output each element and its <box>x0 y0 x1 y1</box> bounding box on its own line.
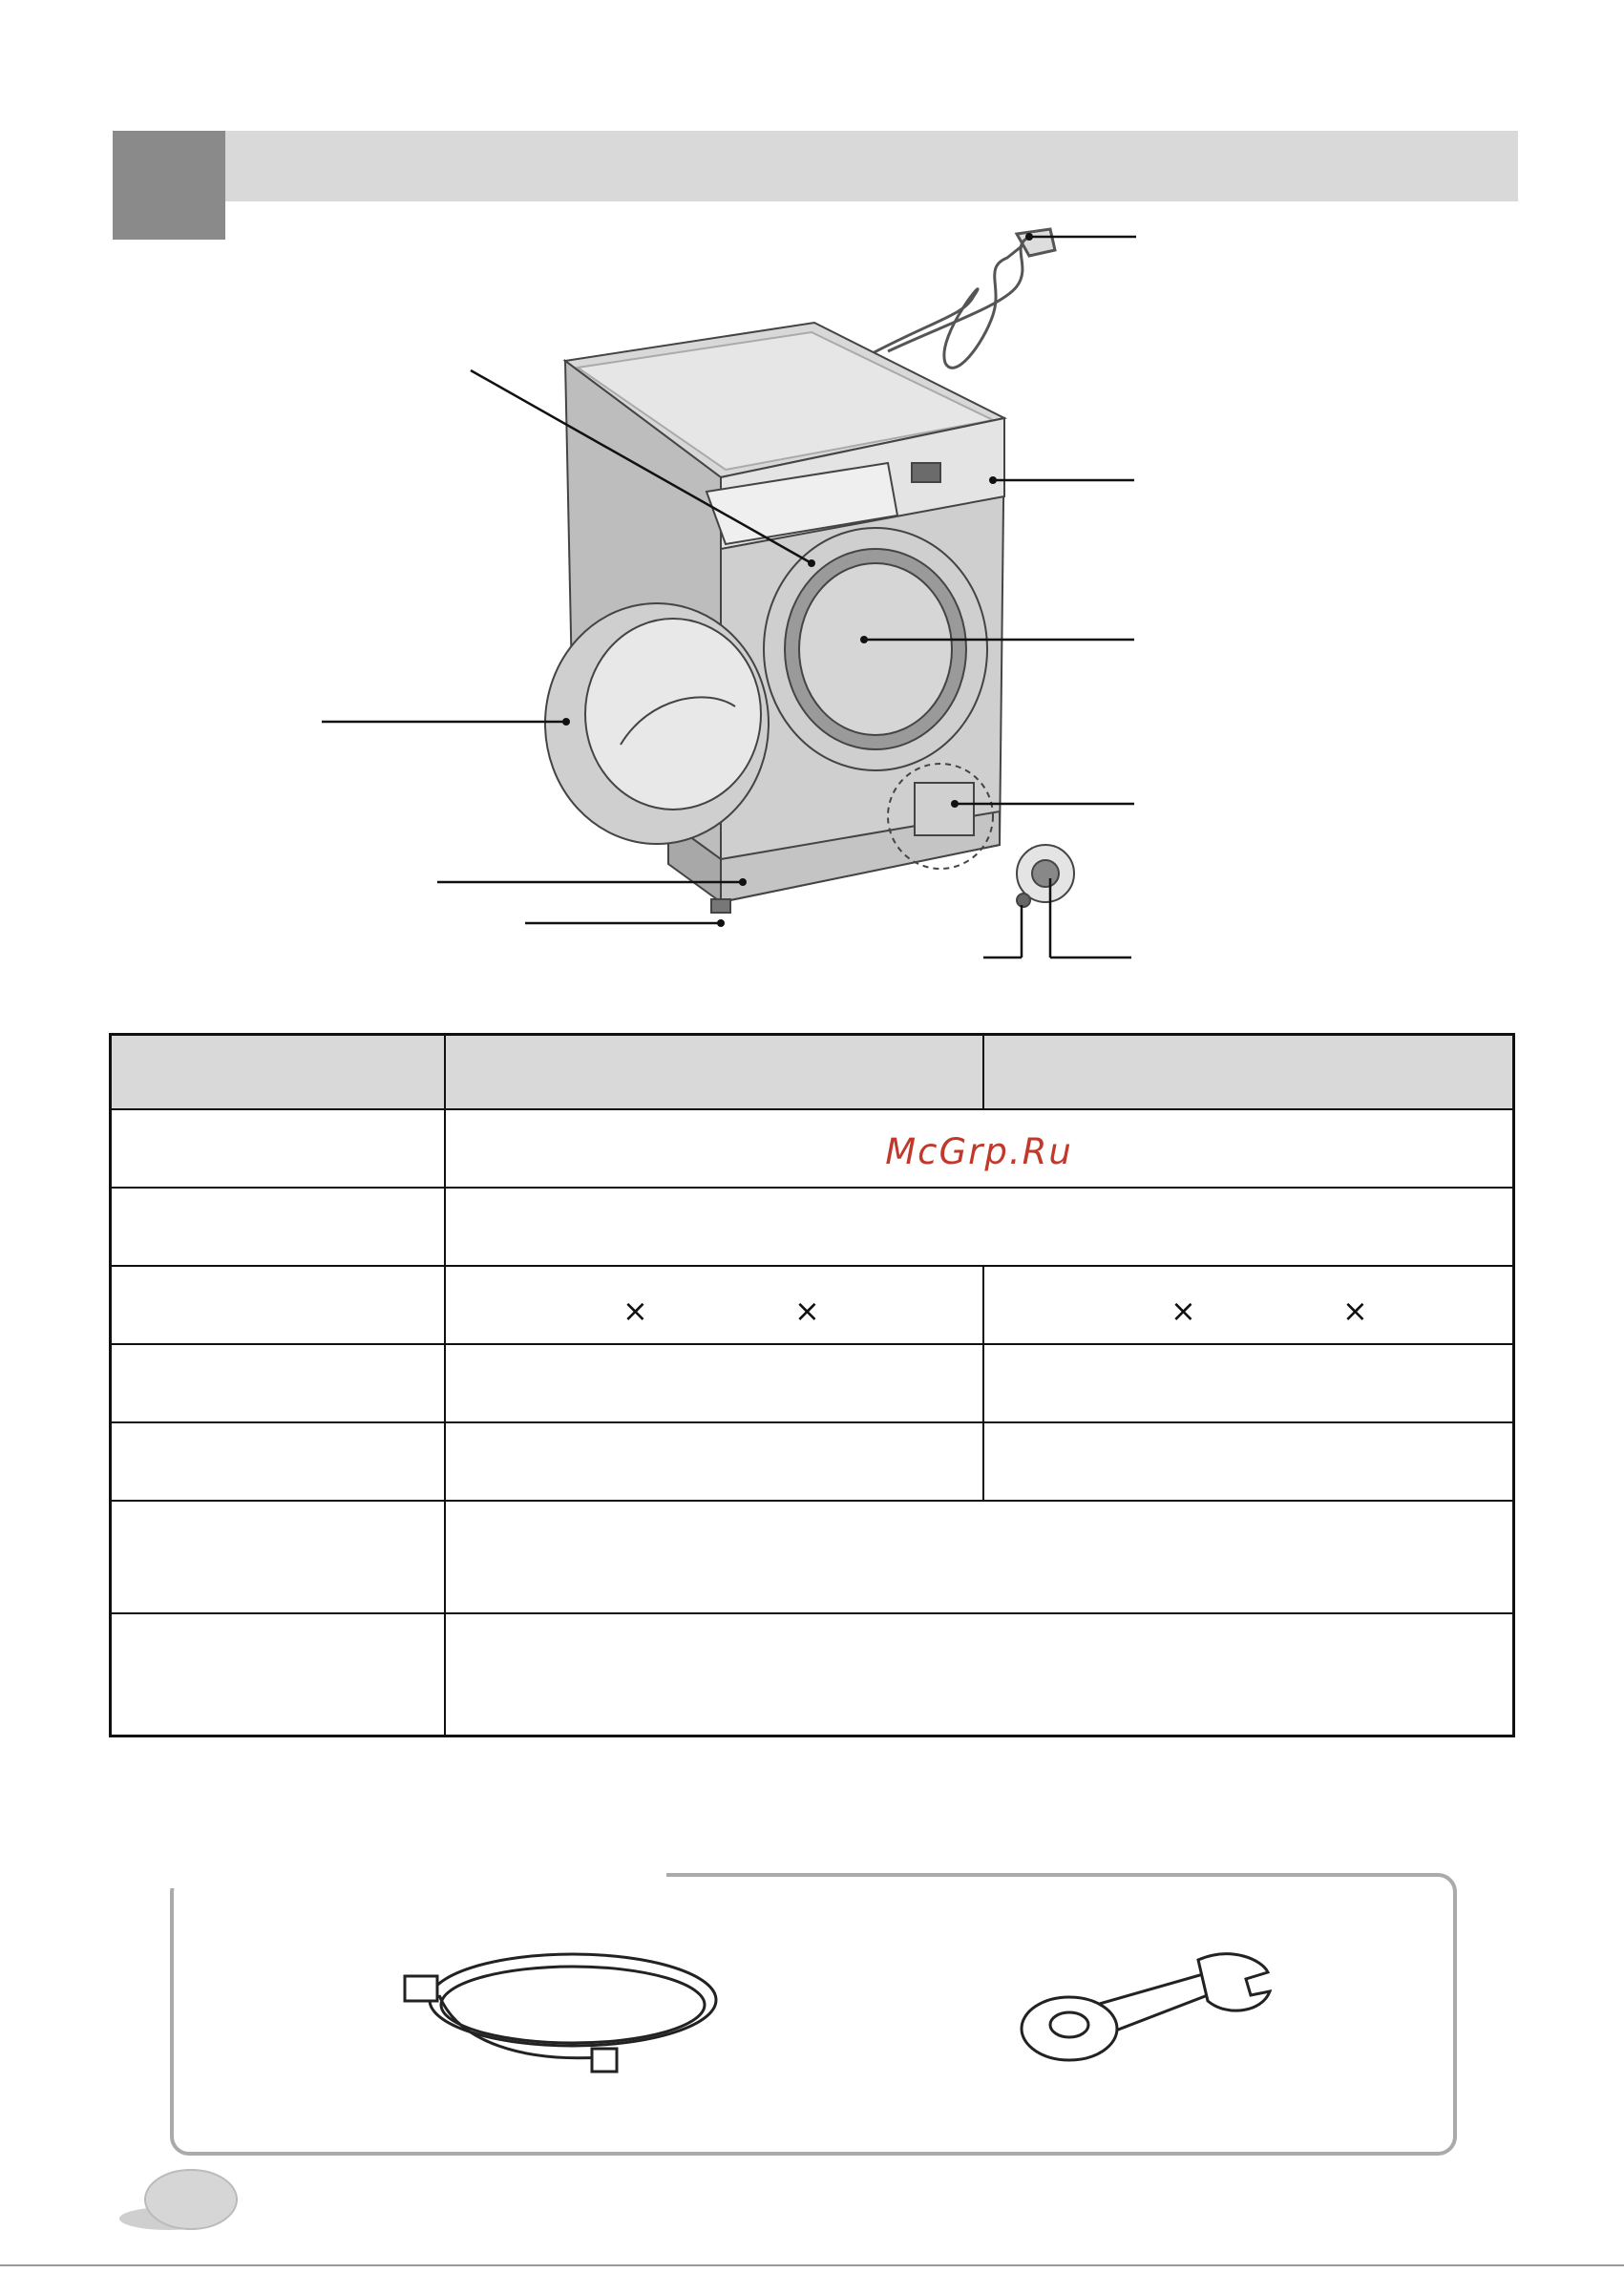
multiply-symbol: × <box>1171 1293 1196 1329</box>
table-cell <box>111 1344 446 1422</box>
table-row <box>111 1422 1514 1501</box>
table-cell <box>983 1344 1514 1422</box>
table-header-cell <box>983 1035 1514 1110</box>
spanner-icon <box>1012 1936 1298 2079</box>
inlet-hose-icon <box>401 1938 726 2091</box>
table-cell <box>983 1422 1514 1501</box>
table-cell <box>111 1266 446 1344</box>
table-row <box>111 1188 1514 1266</box>
table-cell <box>445 1266 983 1344</box>
table-cell <box>111 1109 446 1188</box>
table-row <box>111 1109 1514 1188</box>
accessories-box-title-gap <box>160 1860 666 1888</box>
table-cell <box>445 1422 983 1501</box>
specification-table <box>109 1033 1515 1737</box>
table-cell <box>445 1188 1514 1266</box>
washing-machine-illustration <box>0 0 1624 1012</box>
table-cell <box>111 1188 446 1266</box>
table-cell <box>445 1501 1514 1613</box>
table-header-cell <box>445 1035 983 1110</box>
table-cell <box>111 1501 446 1613</box>
page-number-badge <box>116 2165 250 2232</box>
table-header-row <box>111 1035 1514 1110</box>
table-cell <box>445 1344 983 1422</box>
table-cell <box>445 1613 1514 1736</box>
table-cell <box>983 1266 1514 1344</box>
cabinet-drawing <box>545 323 1074 913</box>
table-cell <box>111 1613 446 1736</box>
power-plug-drawing <box>869 229 1055 368</box>
table-cell <box>445 1109 1514 1188</box>
multiply-symbol: × <box>1342 1293 1368 1329</box>
table-cell <box>111 1422 446 1501</box>
multiply-symbol: × <box>794 1293 820 1329</box>
multiply-symbol: × <box>622 1293 648 1329</box>
watermark-text: McGrp.Ru <box>885 1131 1073 1172</box>
table-header-cell <box>111 1035 446 1110</box>
table-row <box>111 1344 1514 1422</box>
table-row <box>111 1613 1514 1736</box>
table-row <box>111 1266 1514 1344</box>
table-row <box>111 1501 1514 1613</box>
footer-rule <box>0 2264 1624 2266</box>
